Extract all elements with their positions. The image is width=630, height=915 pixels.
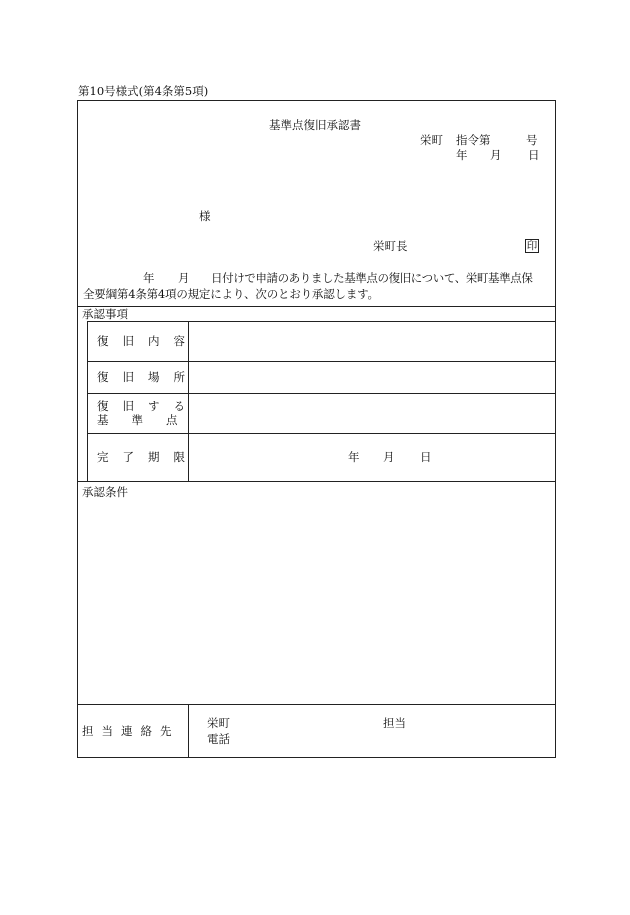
contact-town: 栄町 <box>207 716 230 730</box>
issuer-name: 栄町長 <box>373 239 408 253</box>
date-year: 年 <box>456 148 468 162</box>
row-divider-1 <box>87 361 556 362</box>
row-label-restoration-content <box>97 334 199 348</box>
form-number: 第10号様式(第4条第5項) <box>78 84 209 98</box>
ref-town: 栄町 <box>420 133 443 147</box>
row-label-restoration-place <box>97 370 199 384</box>
date-day: 日 <box>528 148 540 162</box>
body-month: 月 <box>178 271 190 285</box>
contact-phone: 電話 <box>207 732 230 746</box>
deadline-month: 月 <box>383 450 395 464</box>
divider-body-bottom <box>77 306 556 307</box>
body-line2: 全要綱第4条第4項の規定により、次のとおり承認します。 <box>83 287 379 301</box>
contact-person: 担当 <box>383 716 406 730</box>
document-title: 基準点復旧承認書 <box>269 118 361 132</box>
row-label-benchmark-line2: 基準点 <box>97 413 201 427</box>
body-line1: 日付けで申請のありました基準点の復旧について、栄町基準点保 <box>211 271 533 285</box>
deadline-day: 日 <box>420 450 432 464</box>
row-divider-3 <box>87 433 556 434</box>
contact-divider <box>188 704 189 758</box>
contact-label: 担当連絡先 <box>82 724 180 738</box>
approval-items-heading: 承認事項 <box>82 307 128 321</box>
ref-suffix: 号 <box>526 133 538 147</box>
deadline-year: 年 <box>348 450 360 464</box>
seal-mark: 印 <box>526 240 538 252</box>
ref-prefix: 指令第 <box>456 133 491 147</box>
divider-conditions-bottom <box>77 704 556 705</box>
addressee-suffix: 様 <box>199 209 211 223</box>
date-month: 月 <box>490 148 502 162</box>
row-divider-2 <box>87 393 556 394</box>
row-label-deadline: 完了期限 <box>97 450 199 464</box>
row-label-text: 復旧場所 <box>97 370 199 384</box>
approval-conditions-heading: 承認条件 <box>82 485 128 499</box>
row-label-benchmark-line1: 復旧する <box>97 399 199 413</box>
body-year: 年 <box>143 271 155 285</box>
row-label-text: 復旧内容 <box>97 334 199 348</box>
